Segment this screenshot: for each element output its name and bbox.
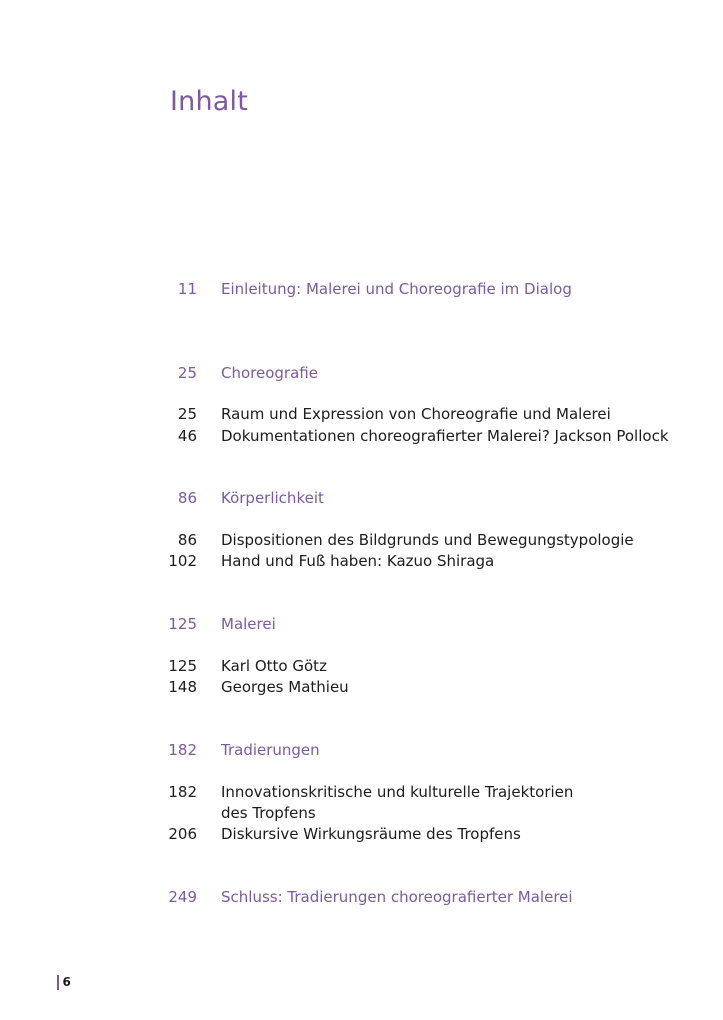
toc-entry-title: Dispositionen des Bildgrunds und Bewegungstypologie	[221, 531, 634, 549]
toc-entry[interactable]	[0, 426, 723, 447]
toc-section-schluss[interactable]	[0, 887, 723, 908]
toc-entry-title: Raum und Expression von Choreografie und Malerei	[221, 405, 611, 423]
page-title: Inhalt	[170, 86, 249, 117]
toc-section-koerperlichkeit[interactable]	[0, 488, 723, 509]
toc-entry[interactable]	[0, 656, 723, 677]
toc-page-number: 249	[168, 888, 197, 906]
toc-entry-title: Georges Mathieu	[221, 678, 349, 696]
toc-page-number: 46	[177, 427, 197, 445]
toc-entry-title: Malerei	[221, 615, 276, 633]
toc-entry-title: Dokumentationen choreografierter Malerei? Jackson Pollock	[221, 427, 669, 445]
toc-page-number: 25	[177, 364, 197, 382]
toc-entry-title: des Tropfens	[221, 804, 316, 822]
toc-page-number: 25	[177, 405, 197, 423]
toc-entry-title: Karl Otto Götz	[221, 657, 327, 675]
toc-page-number: 206	[168, 825, 197, 843]
toc-page-number: 102	[168, 552, 197, 570]
toc-page-number: 182	[168, 783, 197, 801]
toc-entry-title: Schluss: Tradierungen choreografierter Malerei	[221, 888, 573, 906]
toc-section-tradierungen[interactable]	[0, 740, 723, 761]
page-number: 6	[62, 975, 71, 989]
toc-entry[interactable]	[0, 824, 723, 845]
toc-entry-continuation	[0, 803, 723, 824]
toc-section-introduction[interactable]	[0, 279, 723, 300]
toc-entry[interactable]	[0, 530, 723, 551]
toc-entry-title: Körperlichkeit	[221, 489, 324, 507]
toc-page-number: 11	[177, 280, 197, 298]
toc-entry-title: Hand und Fuß haben: Kazuo Shiraga	[221, 552, 495, 570]
toc-entry[interactable]	[0, 782, 723, 803]
toc-page-number: 148	[168, 678, 197, 696]
page-footer	[57, 974, 71, 990]
footer-divider	[57, 975, 59, 990]
toc-entry[interactable]	[0, 551, 723, 572]
toc-page-number: 182	[168, 741, 197, 759]
toc-entry-title: Choreografie	[221, 364, 318, 382]
toc-entry-title: Innovationskritische und kulturelle Trajektorien	[221, 783, 574, 801]
toc-page-number: 125	[168, 657, 197, 675]
toc-page-number: 86	[177, 531, 197, 549]
toc-section-choreografie[interactable]	[0, 363, 723, 384]
toc-section-malerei[interactable]	[0, 614, 723, 635]
toc-page-number: 125	[168, 615, 197, 633]
toc-entry-title: Tradierungen	[221, 741, 320, 759]
toc-entry[interactable]	[0, 404, 723, 425]
toc-page-number: 86	[177, 489, 197, 507]
toc-entry[interactable]	[0, 677, 723, 698]
toc-entry-title: Diskursive Wirkungsräume des Tropfens	[221, 825, 521, 843]
toc-entry-title: Einleitung: Malerei und Choreografie im Dialog	[221, 280, 572, 298]
